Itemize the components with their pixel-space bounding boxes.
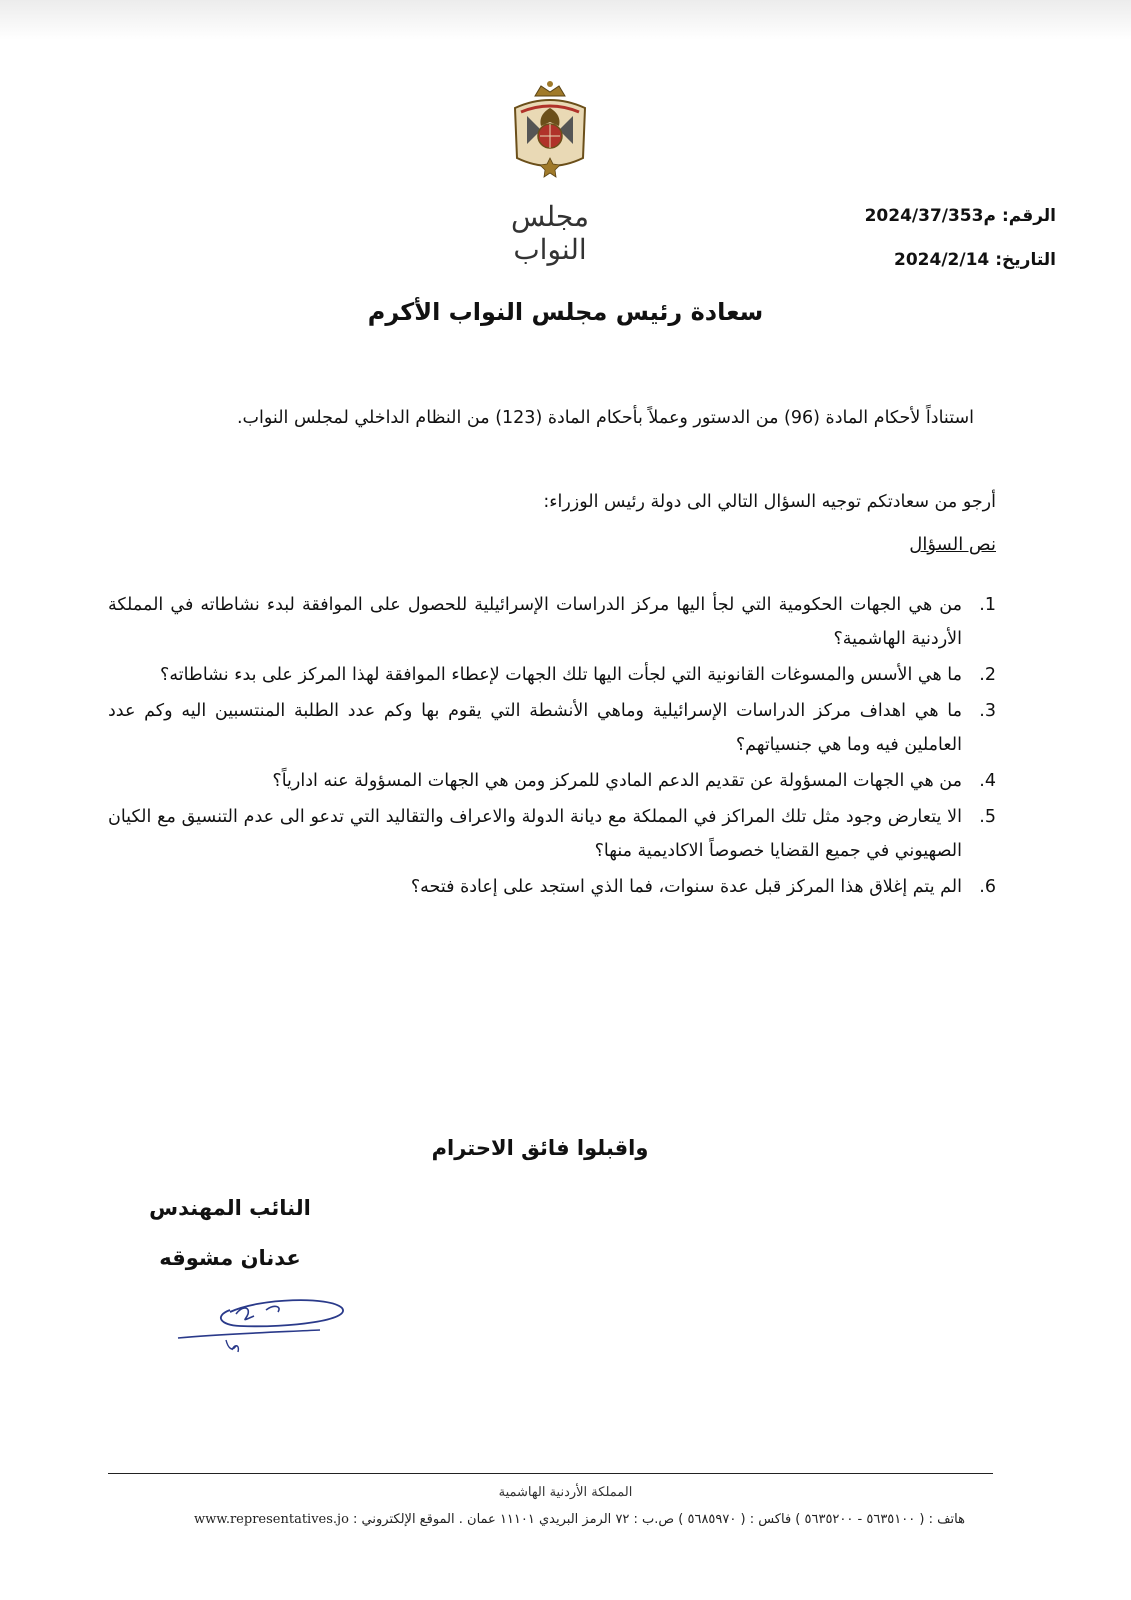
website-link[interactable]: www.representatives.jo bbox=[194, 1512, 349, 1527]
question-text: ما هي اهداف مركز الدراسات الإسرائيلية وماهي الأنشطة التي يقوم بها وكم عدد الطلبة المنتسبين اليه وكم عدد العاملين فيه وما هي جنسياتهم؟ bbox=[108, 701, 962, 755]
question-text: من هي الجهات المسؤولة عن تقديم الدعم المادي للمركز ومن هي الجهات المسؤولة عنه ادارياً؟ bbox=[272, 771, 962, 791]
reference-value: م2024/37/353 bbox=[864, 206, 996, 226]
request-paragraph: أرجو من سعادتكم توجيه السؤال التالي الى دولة رئيس الوزراء: bbox=[543, 492, 996, 512]
question-item bbox=[108, 694, 996, 762]
signatory-name: عدنان مشوقه bbox=[159, 1246, 301, 1270]
question-text: الم يتم إغلاق هذا المركز قبل عدة سنوات، فما الذي استجد على إعادة فتحه؟ bbox=[410, 877, 962, 897]
closing-line: واقبلوا فائق الاحترام bbox=[431, 1136, 649, 1160]
question-item bbox=[108, 800, 996, 868]
salutation-heading: سعادة رئيس مجلس النواب الأكرم bbox=[367, 298, 764, 326]
question-number: 2. bbox=[979, 665, 996, 685]
coat-of-arms-emblem bbox=[505, 78, 595, 188]
footer-contact-text: هاتف : ( ٥٦٣٥١٠٠ - ٥٦٣٥٢٠٠ ) فاكس : ( ٥٦٨٥٩٧٠ ) ص.ب : ٧٢ الرمز البريدي ١١١٠١ عمان . الموقع الإلكتروني : bbox=[353, 1512, 965, 1527]
date-value: 2024/2/14 bbox=[894, 250, 990, 270]
reference-number bbox=[865, 206, 1056, 226]
question-item bbox=[108, 658, 996, 692]
reference-label: الرقم: bbox=[1001, 206, 1056, 226]
question-number: 4. bbox=[979, 771, 996, 791]
questions-list bbox=[108, 588, 996, 906]
question-number: 6. bbox=[979, 877, 996, 897]
scan-shadow bbox=[0, 0, 1131, 40]
intro-paragraph: استناداً لأحكام المادة (96) من الدستور وعملاً بأحكام المادة (123) من النظام الداخلي لمجلس النواب. bbox=[236, 408, 974, 428]
question-item bbox=[108, 588, 996, 656]
parliament-logo-text: مجلس النواب bbox=[510, 200, 590, 266]
footer-kingdom-text: المملكة الأردنية الهاشمية bbox=[498, 1485, 633, 1500]
question-heading: نص السؤال bbox=[909, 534, 996, 555]
handwritten-signature bbox=[170, 1292, 355, 1356]
question-number: 3. bbox=[979, 701, 996, 721]
date-label: التاريخ: bbox=[995, 250, 1056, 270]
signatory-title: النائب المهندس bbox=[149, 1196, 311, 1220]
question-text: الا يتعارض وجود مثل تلك المراكز في المملكة مع ديانة الدولة والاعراف والتقاليد التي تدعو الى عدم التنسيق مع الكيان الصهيوني في جميع القضايا خصوصاً الاكاديمية منها؟ bbox=[108, 807, 962, 861]
question-number: 1. bbox=[979, 595, 996, 615]
document-date bbox=[894, 250, 1056, 270]
footer-contact-line bbox=[135, 1512, 965, 1527]
question-text: من هي الجهات الحكومية التي لجأ اليها مركز الدراسات الإسرائيلية للحصول على الموافقة لبدء نشاطاته في المملكة الأردنية الهاشمية؟ bbox=[108, 595, 962, 649]
question-item bbox=[108, 870, 996, 904]
question-text: ما هي الأسس والمسوغات القانونية التي لجأت اليها تلك الجهات لإعطاء الموافقة لهذا المركز على بدء نشاطاته؟ bbox=[160, 665, 962, 685]
footer-divider bbox=[108, 1473, 993, 1474]
question-item bbox=[108, 764, 996, 798]
question-number: 5. bbox=[979, 807, 996, 827]
